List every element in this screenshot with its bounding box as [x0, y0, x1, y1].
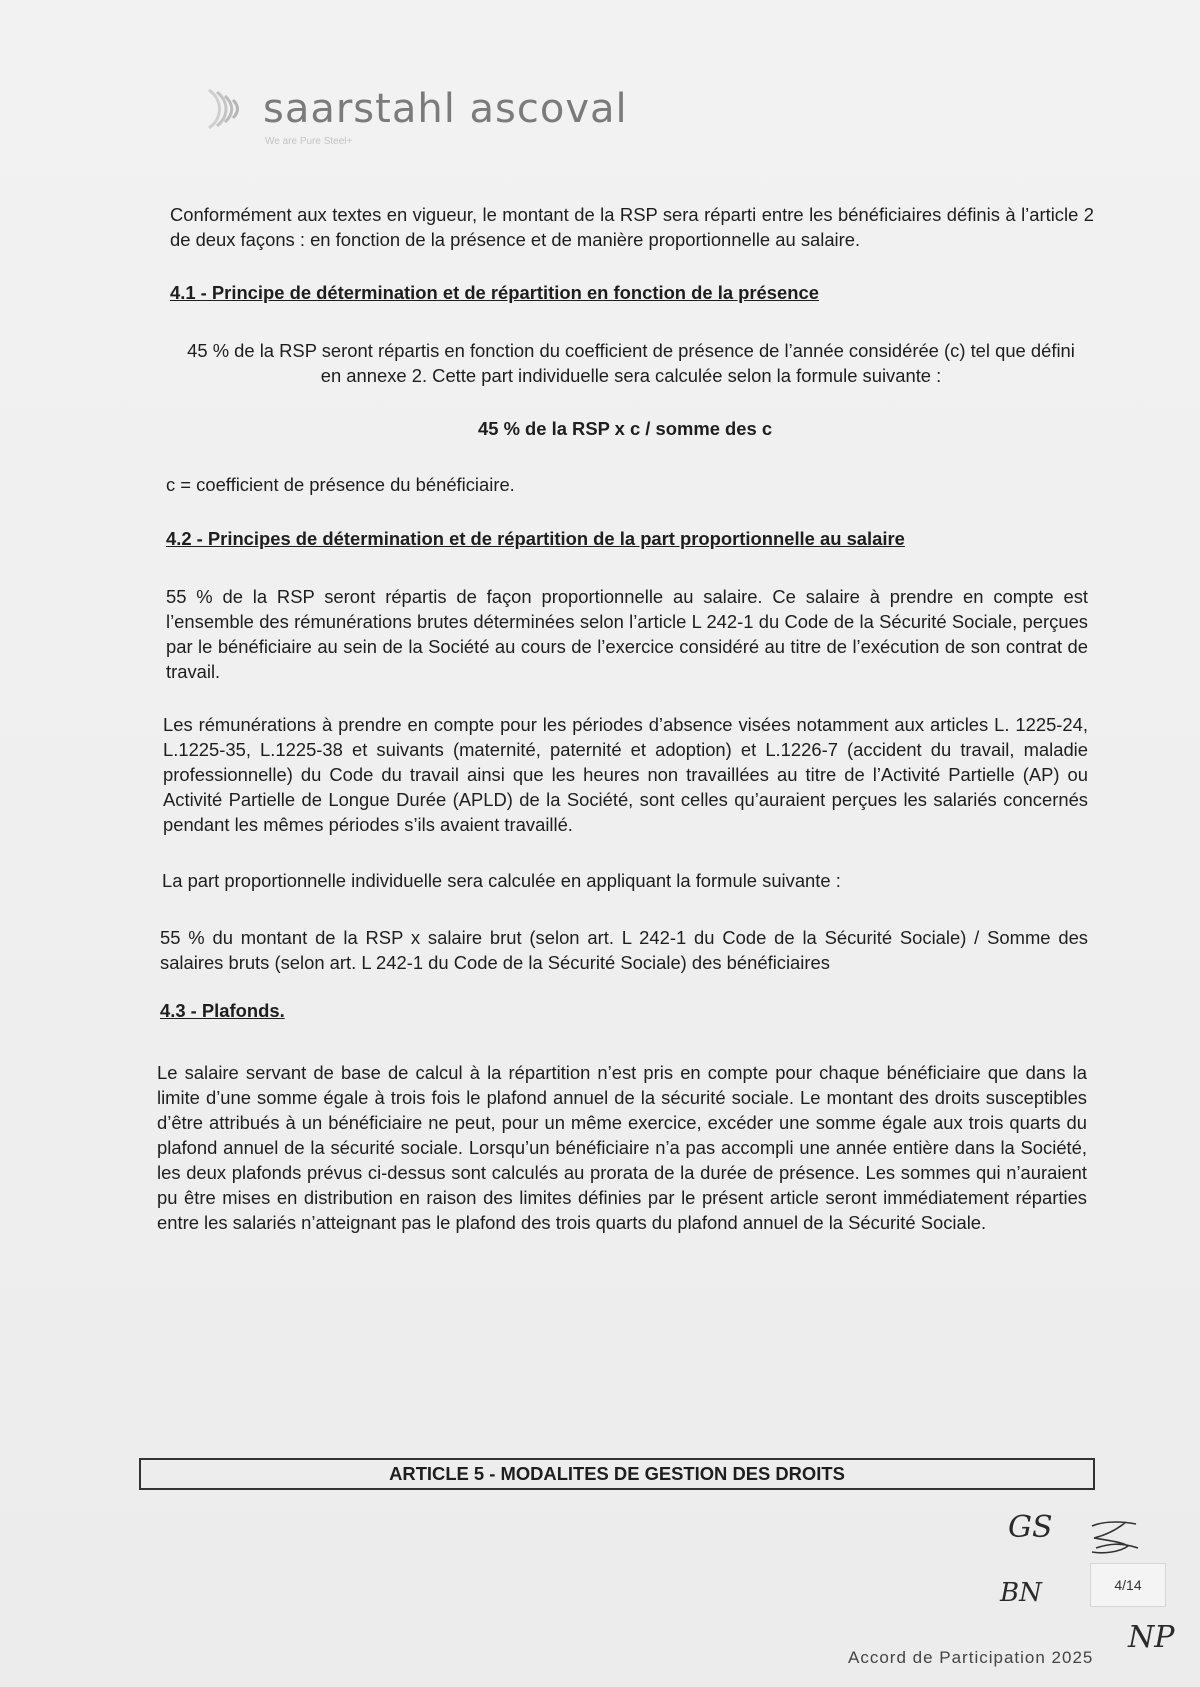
initials-gs: GS — [1008, 1510, 1053, 1545]
section-4-2-paragraph-2: Les rémunérations à prendre en compte pour les périodes d’absence visées notamment aux articles L. 1225-24, L.1225-35, L.1225-38 et suivants (maternité, paternité et adoption) et L.1226-7 (accident du travail, maladie professionnelle) du Code du travail ainsi que les heures non travaillées au titre de l’Activité Partielle (AP) ou Activité Partielle de Longue Durée (APLD) de la Société, sont celles qu’auraient perçues les salariés concernés pendant les mêmes périodes s’ils avaient travaillé. — [163, 714, 1088, 835]
section-4-1-heading: 4.1 - Principe de détermination et de répartition en fonction de la présence — [170, 282, 819, 303]
intro-paragraph: Conformément aux textes en vigueur, le montant de la RSP sera réparti entre les bénéficiaires définis à l’article 2 de deux façons : en fonction de la présence et de manière proportionnelle au salaire. — [170, 204, 1094, 250]
article-5-title: ARTICLE 5 - MODALITES DE GESTION DES DROITS — [389, 1463, 845, 1484]
section-4-2-heading: 4.2 - Principes de détermination et de répartition de la part proportionnelle au salaire — [166, 528, 905, 549]
logo-name: saarstahl ascoval — [263, 86, 628, 132]
logo-tagline: We are Pure Steel+ — [265, 136, 353, 147]
section-4-2-paragraph-3: La part proportionnelle individuelle sera calculée en appliquant la formule suivante : — [162, 870, 841, 891]
section-4-1-formula: 45 % de la RSP x c / somme des c — [478, 418, 773, 439]
section-4-2-formula: 55 % du montant de la RSP x salaire brut (selon art. L 242-1 du Code de la Sécurité Sociale) / Somme des salaires bruts (selon art. L 242-1 du Code de la Sécurité Sociale) des bénéficiaires — [160, 927, 1088, 973]
signature-mark — [1086, 1518, 1144, 1558]
footer-text: Accord de Participation 2025 — [848, 1648, 1094, 1667]
logo-wave-icon — [205, 84, 255, 134]
section-4-3-heading: 4.3 - Plafonds. — [160, 1000, 285, 1021]
section-4-3-paragraph: Le salaire servant de base de calcul à la répartition n’est pris en compte pour chaque bénéficiaire que dans la limite d’une somme égale à trois fois le plafond annuel de la sécurité sociale. Le montant des droits susceptibles d’être attribués à un bénéficiaire ne peut, pour un même exercice, excéder une somme égale aux trois quarts du plafond annuel de la sécurité sociale. Lorsqu’un bénéficiaire n’a pas accompli une année entière dans la Société, les deux plafonds prévus ci-dessus sont calculés au prorata de la durée de présence. Les sommes qui n’auraient pu être mises en distribution en raison des limites définies par le présent article seront immédiatement réparties entre les salariés n’atteignant pas le plafond des trois quarts du plafond annuel de la Sécurité Sociale. — [157, 1062, 1087, 1233]
initials-np: NP — [1128, 1620, 1175, 1655]
article-5-title-box — [139, 1458, 1095, 1490]
page-number-box — [1090, 1563, 1166, 1607]
coefficient-definition: c = coefficient de présence du bénéficiaire. — [166, 474, 515, 495]
initials-bn: BN — [1000, 1578, 1042, 1608]
section-4-1-paragraph: 45 % de la RSP seront répartis en fonction du coefficient de présence de l’année considérée (c) tel que défini en annexe 2. Cette part individuelle sera calculée selon la formule suivante : — [187, 340, 1075, 386]
section-4-2-paragraph-1: 55 % de la RSP seront répartis de façon proportionnelle au salaire. Ce salaire à prendre en compte est l’ensemble des rémunérations brutes déterminées selon l’article L 242-1 du Code de la Sécurité Sociale, perçues par le bénéficiaire au sein de la Société au cours de l’exercice considéré au titre de l’exécution de son contrat de travail. — [166, 586, 1088, 682]
page-number: 4/14 — [1114, 1577, 1142, 1593]
